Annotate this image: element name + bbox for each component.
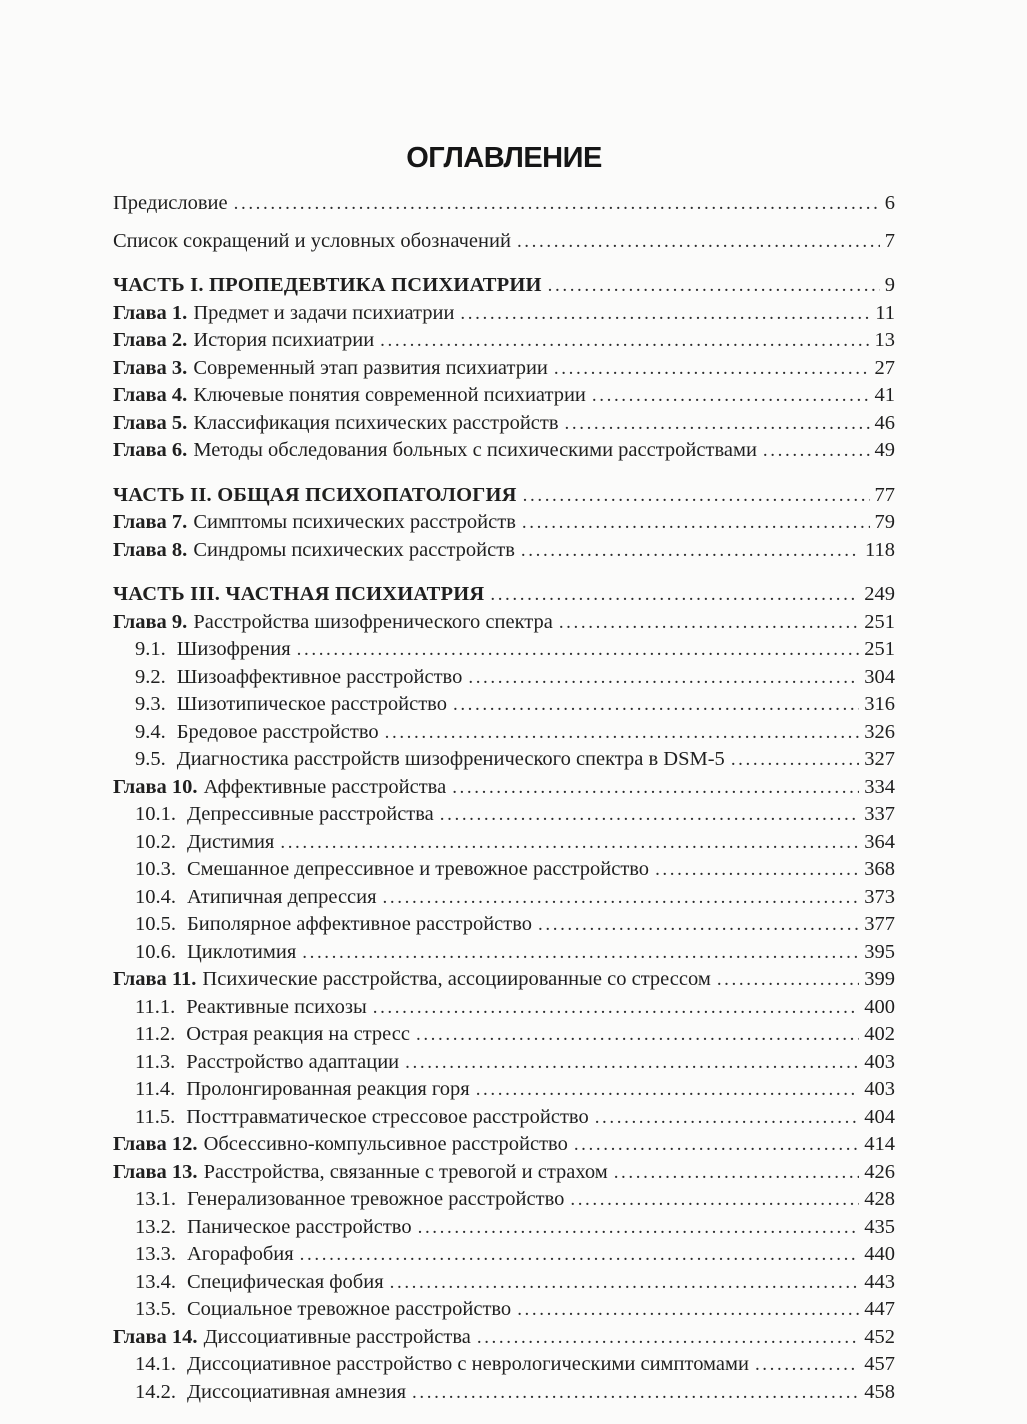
toc-entry-label: Шизоаффективное расстройство xyxy=(176,665,463,688)
toc-entry-prefix: Глава 14. xyxy=(113,1325,198,1348)
toc-entry-page: 7 xyxy=(884,229,895,252)
toc-entry-page: 316 xyxy=(864,693,895,715)
toc-entry-prefix: Глава 5. xyxy=(113,411,188,434)
toc-entry-prefix: 10.6. xyxy=(135,940,176,963)
toc-entry xyxy=(113,537,895,565)
toc-entry-prefix: 11.5. xyxy=(135,1105,176,1128)
toc-dot-leader xyxy=(477,1324,859,1352)
toc-entry xyxy=(113,1351,895,1379)
toc-entry-prefix: 14.1. xyxy=(135,1353,176,1375)
toc-entry xyxy=(113,609,895,637)
toc-entry-label: ЧАСТЬ I. ПРОПЕДЕВТИКА ПСИХИАТРИИ xyxy=(113,274,542,296)
toc-entry xyxy=(113,966,895,994)
toc-entry-label: Бредовое расстройство xyxy=(176,720,379,743)
toc-entry-page: 334 xyxy=(864,775,895,798)
toc-entry-page: 457 xyxy=(864,1353,895,1375)
toc-dot-leader xyxy=(418,1214,860,1242)
toc-entry-label: Смешанное депрессивное и тревожное расстройство xyxy=(187,858,650,880)
toc-entry-prefix: 9.4. xyxy=(135,720,166,743)
toc-entry-page: 118 xyxy=(865,538,895,561)
toc-entry-prefix: 10.4. xyxy=(135,885,176,908)
toc-dot-leader xyxy=(614,1159,860,1187)
toc-dot-leader xyxy=(280,829,859,857)
toc-dot-leader xyxy=(763,437,870,465)
toc-entry-prefix: 14.2. xyxy=(135,1380,176,1403)
toc-entry xyxy=(113,664,895,692)
toc-entry-prefix: 10.2. xyxy=(135,830,176,853)
toc-entry xyxy=(113,190,895,218)
toc-entry-label: Классификация психических расстройств xyxy=(193,411,559,434)
toc-entry xyxy=(113,774,895,802)
toc-entry-prefix: 13.3. xyxy=(135,1243,176,1265)
toc-entry-prefix: Глава 9. xyxy=(113,610,188,633)
toc-entry-label: Атипичная депрессия xyxy=(187,885,377,908)
toc-entry-page: 452 xyxy=(864,1325,895,1348)
toc-entry-label: Синдромы психических расстройств xyxy=(193,538,515,561)
toc-entry-prefix: Глава 7. xyxy=(113,511,188,533)
toc-entry xyxy=(113,1104,895,1132)
toc-dot-leader xyxy=(559,609,859,637)
toc-entry xyxy=(113,994,895,1022)
toc-dot-leader xyxy=(405,1049,859,1077)
toc-entry-prefix: Глава 8. xyxy=(113,538,188,561)
toc-entry-page: 435 xyxy=(864,1215,895,1238)
toc-entry xyxy=(113,1021,895,1049)
toc-entry-page: 403 xyxy=(864,1050,895,1073)
toc-dot-leader xyxy=(574,1131,859,1159)
toc-entry-page: 403 xyxy=(864,1078,895,1100)
toc-entry xyxy=(113,1049,895,1077)
toc-entry xyxy=(113,801,895,829)
toc-entry-prefix: 13.4. xyxy=(135,1270,176,1293)
toc-entry xyxy=(113,1269,895,1297)
toc-entry xyxy=(113,355,895,383)
toc-entry xyxy=(113,1241,895,1269)
toc-dot-leader xyxy=(521,537,860,565)
toc-entry xyxy=(113,581,895,609)
toc-entry-page: 6 xyxy=(884,192,895,214)
toc-entry-label: Предисловие xyxy=(113,192,228,214)
toc-dot-leader xyxy=(755,1351,859,1379)
toc-entry-prefix: 11.1. xyxy=(135,995,176,1018)
toc-entry-label: Расстройства, связанные с тревогой и страхом xyxy=(203,1160,608,1183)
toc-entry xyxy=(113,382,895,410)
toc-entry-prefix: 13.1. xyxy=(135,1188,176,1210)
toc-entry xyxy=(113,437,895,465)
toc-dot-leader xyxy=(453,691,859,719)
toc-entry-prefix: 9.5. xyxy=(135,748,166,770)
toc-dot-leader xyxy=(300,1241,860,1269)
toc-entry xyxy=(113,509,895,537)
toc-entry-page: 399 xyxy=(864,968,895,990)
toc-entry xyxy=(113,1159,895,1187)
toc-entry-label: Диагностика расстройств шизофренического спектра в DSM-5 xyxy=(176,748,725,770)
toc-dot-leader xyxy=(517,228,880,256)
toc-dot-leader xyxy=(412,1379,859,1407)
toc-dot-leader xyxy=(548,272,880,300)
toc-dot-leader xyxy=(460,300,870,328)
toc-entry-prefix: Глава 11. xyxy=(113,968,197,990)
toc-dot-leader xyxy=(476,1076,860,1104)
toc-entry-label: Агорафобия xyxy=(187,1243,294,1265)
toc-entry-label: Аффективные расстройства xyxy=(203,775,447,798)
toc-entry-prefix: Глава 12. xyxy=(113,1133,198,1155)
toc-entry-label: Предмет и задачи психиатрии xyxy=(193,301,455,324)
toc-entry xyxy=(113,746,895,774)
toc-dot-leader xyxy=(373,994,860,1022)
toc-entry-prefix: 13.2. xyxy=(135,1215,176,1238)
toc-entry-page: 326 xyxy=(864,720,895,743)
toc-entry-label: Депрессивные расстройства xyxy=(187,803,434,825)
toc-dot-leader xyxy=(416,1021,859,1049)
toc-entry-prefix: 10.3. xyxy=(135,858,176,880)
toc-entry-prefix: 11.2. xyxy=(135,1023,176,1045)
toc-entry-page: 337 xyxy=(864,803,895,825)
toc-dot-leader xyxy=(297,636,860,664)
toc-entry-page: 46 xyxy=(874,411,895,434)
toc-dot-leader xyxy=(570,1186,859,1214)
toc-entry-page: 364 xyxy=(864,830,895,853)
toc-entry xyxy=(113,691,895,719)
toc-entry-prefix: 9.1. xyxy=(135,638,166,660)
toc-entry-label: Современный этап развития психиатрии xyxy=(193,356,548,379)
toc-entry-prefix: Глава 10. xyxy=(113,775,198,798)
toc-entry-page: 447 xyxy=(864,1298,895,1320)
toc-entry-label: Диссоциативная амнезия xyxy=(187,1380,407,1403)
toc-dot-leader xyxy=(302,939,859,967)
toc-entry-label: Шизотипическое расстройство xyxy=(176,693,447,715)
toc-entry-prefix: 10.5. xyxy=(135,913,176,935)
toc-entry xyxy=(113,327,895,355)
toc-entry-page: 373 xyxy=(864,885,895,908)
toc-entry-label: Диссоциативное расстройство с неврологическими симптомами xyxy=(187,1353,749,1375)
toc-entry xyxy=(113,272,895,300)
toc-entry-label: Методы обследования больных с психическими расстройствами xyxy=(193,439,757,461)
toc-entry-label: Шизофрения xyxy=(176,638,291,660)
toc-entry-prefix: Глава 2. xyxy=(113,329,188,351)
toc-entry-label: Расстройство адаптации xyxy=(186,1050,400,1073)
toc-dot-leader xyxy=(655,856,859,884)
toc-entry-page: 13 xyxy=(874,329,895,351)
toc-dot-leader xyxy=(383,884,860,912)
toc-dot-leader xyxy=(517,1296,859,1324)
toc-dot-leader xyxy=(234,190,880,218)
toc-entry xyxy=(113,482,895,510)
toc-entry xyxy=(113,939,895,967)
toc-entry xyxy=(113,856,895,884)
toc-entry-label: Острая реакция на стресс xyxy=(186,1023,410,1045)
toc-dot-leader xyxy=(385,719,860,747)
toc-entry-label: Ключевые понятия современной психиатрии xyxy=(193,384,586,406)
toc-entry xyxy=(113,719,895,747)
toc-entry-label: Паническое расстройство xyxy=(187,1215,412,1238)
toc-entry xyxy=(113,636,895,664)
toc-entry-prefix: Глава 3. xyxy=(113,356,188,379)
toc-dot-leader xyxy=(522,509,870,537)
toc-entry-label: Социальное тревожное расстройство xyxy=(187,1298,512,1320)
toc-entry-label: История психиатрии xyxy=(193,329,375,351)
toc-entry-prefix: 13.5. xyxy=(135,1298,176,1320)
toc-entry-label: Расстройства шизофренического спектра xyxy=(193,610,553,633)
toc-entry-label: Диссоциативные расстройства xyxy=(203,1325,471,1348)
toc-entry-label: Посттравматическое стрессовое расстройство xyxy=(186,1105,589,1128)
toc-dot-leader xyxy=(592,382,870,410)
toc-entry-page: 426 xyxy=(864,1160,895,1183)
toc-entry-prefix: 11.3. xyxy=(135,1050,176,1073)
toc-dot-leader xyxy=(390,1269,860,1297)
toc-entry xyxy=(113,1076,895,1104)
toc-entry xyxy=(113,300,895,328)
page-title: ОГЛАВЛЕНИЕ xyxy=(406,142,602,174)
toc-entry xyxy=(113,884,895,912)
toc-entry-page: 414 xyxy=(864,1133,895,1155)
toc-entry-prefix: Глава 13. xyxy=(113,1160,198,1183)
toc-entry-page: 77 xyxy=(874,483,895,506)
toc-dot-leader xyxy=(731,746,859,774)
toc-entry-label: Реактивные психозы xyxy=(186,995,367,1018)
toc-dot-leader xyxy=(554,355,870,383)
toc-dot-leader xyxy=(490,581,859,609)
toc-entry-page: 443 xyxy=(864,1270,895,1293)
toc-entry-page: 327 xyxy=(864,748,895,770)
toc-entry-page: 404 xyxy=(864,1105,895,1128)
toc-dot-leader xyxy=(565,410,870,438)
toc-entry-prefix: 9.3. xyxy=(135,693,166,715)
toc-dot-leader xyxy=(452,774,859,802)
toc-entry xyxy=(113,410,895,438)
toc-dot-leader xyxy=(717,966,859,994)
toc-entry-label: Психические расстройства, ассоциированные со стрессом xyxy=(202,968,711,990)
toc-entry-page: 400 xyxy=(864,995,895,1018)
toc-dot-leader xyxy=(380,327,869,355)
toc-entry-label: ЧАСТЬ III. ЧАСТНАЯ ПСИХИАТРИЯ xyxy=(113,583,485,605)
toc-entry xyxy=(113,1379,895,1407)
toc-dot-leader xyxy=(468,664,859,692)
toc-entry-page: 440 xyxy=(864,1243,895,1265)
toc-entry xyxy=(113,1186,895,1214)
toc-entry-page: 49 xyxy=(874,439,895,461)
toc-entry-label: Пролонгированная реакция горя xyxy=(186,1078,470,1100)
toc-entry-label: Циклотимия xyxy=(187,940,297,963)
toc-entry xyxy=(113,829,895,857)
toc-dot-leader xyxy=(595,1104,860,1132)
toc-dot-leader xyxy=(440,801,859,829)
toc-entry-page: 9 xyxy=(884,274,895,296)
toc-entry-page: 402 xyxy=(864,1023,895,1045)
toc-entry-prefix: Глава 4. xyxy=(113,384,188,406)
toc-entry-page: 395 xyxy=(864,940,895,963)
toc-entry-label: ЧАСТЬ II. ОБЩАЯ ПСИХОПАТОЛОГИЯ xyxy=(113,483,517,506)
toc-entry-prefix: 11.4. xyxy=(135,1078,176,1100)
toc-entry xyxy=(113,1324,895,1352)
toc-entry-label: Список сокращений и условных обозначений xyxy=(113,229,511,252)
toc-entry xyxy=(113,1296,895,1324)
toc-entry-page: 79 xyxy=(874,511,895,533)
toc-entry-page: 251 xyxy=(864,638,895,660)
toc-dot-leader xyxy=(523,482,870,510)
toc-entry-label: Обсессивно-компульсивное расстройство xyxy=(203,1133,568,1155)
toc-entry-page: 304 xyxy=(864,665,895,688)
toc-entry-prefix: 10.1. xyxy=(135,803,176,825)
toc-entry-page: 377 xyxy=(864,913,895,935)
toc-entry-label: Генерализованное тревожное расстройство xyxy=(187,1188,565,1210)
toc-entry-page: 251 xyxy=(864,610,895,633)
toc-entry-page: 458 xyxy=(864,1380,895,1403)
toc-entry-label: Специфическая фобия xyxy=(187,1270,384,1293)
toc-entry-label: Симптомы психических расстройств xyxy=(193,511,516,533)
toc-dot-leader xyxy=(538,911,859,939)
toc-entry-page: 11 xyxy=(875,301,895,324)
toc-entry-page: 249 xyxy=(864,583,895,605)
toc-entry-page: 27 xyxy=(874,356,895,379)
toc-list xyxy=(113,190,895,1406)
toc-entry-page: 368 xyxy=(864,858,895,880)
toc-entry-prefix: 9.2. xyxy=(135,665,166,688)
toc-entry xyxy=(113,1131,895,1159)
toc-entry-label: Биполярное аффективное расстройство xyxy=(187,913,533,935)
toc-entry-prefix: Глава 1. xyxy=(113,301,188,324)
toc-entry xyxy=(113,228,895,256)
toc-entry-page: 428 xyxy=(864,1188,895,1210)
toc-entry-label: Дистимия xyxy=(187,830,275,853)
toc-entry-page: 41 xyxy=(874,384,895,406)
toc-entry-prefix: Глава 6. xyxy=(113,439,188,461)
toc-entry xyxy=(113,1214,895,1242)
toc-entry xyxy=(113,911,895,939)
